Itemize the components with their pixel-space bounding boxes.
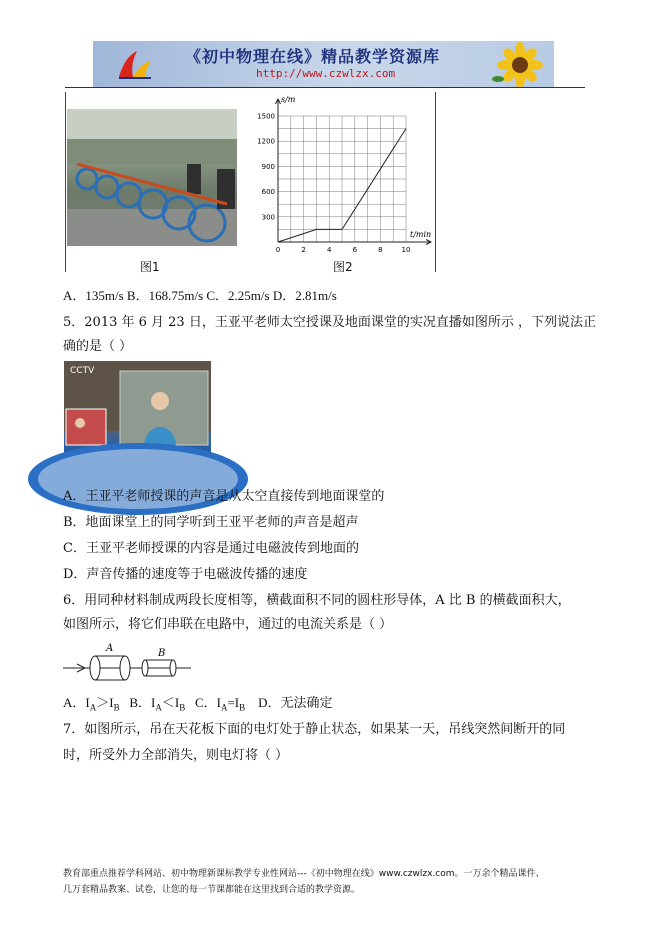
label-a: A bbox=[106, 643, 114, 654]
y-tick-label: 300 bbox=[261, 213, 275, 222]
q5-option-c: C．王亚平老师授课的内容是通过电磁波传到地面的 bbox=[63, 541, 359, 556]
sunflower-icon bbox=[490, 43, 550, 87]
figure-border-right bbox=[435, 92, 436, 272]
q5-option-d: D．声音传播的速度等于电磁波传播的速度 bbox=[63, 567, 308, 582]
footer-line2: 几万套精品教案、试卷，让您的每一节课都能在这里找到合适的教学资源。 bbox=[63, 885, 361, 895]
banner-title: 《初中物理在线》精品教学资源库 bbox=[185, 47, 441, 66]
q5-option-b: B．地面课堂上的同学听到王亚平老师的声音是超声 bbox=[63, 515, 359, 530]
figure1-caption: 图1 bbox=[140, 260, 160, 274]
header-banner bbox=[93, 41, 554, 87]
q6-option-d: D．无法确定 bbox=[258, 695, 333, 710]
q6-option-c: C．$I_A=I_B$ bbox=[194, 695, 246, 713]
figure-border-left bbox=[65, 92, 66, 272]
q5-stem-line2: 确的是（ ） bbox=[63, 339, 133, 354]
tv-logo-icon: CCTV bbox=[70, 366, 95, 376]
figure2-caption: 图2 bbox=[333, 260, 353, 274]
q6-option-a: A．$I_A>I_B$ bbox=[63, 695, 120, 713]
y-tick-label: 600 bbox=[261, 188, 275, 197]
q7-stem-line1: 7．如图所示，吊在天花板下面的电灯处于静止状态，如果某一天，吊线突然间断开的同 bbox=[63, 722, 566, 737]
q5-option-a: A．王亚平老师授课的声音是从太空直接传到地面课堂的 bbox=[63, 489, 385, 504]
footer bbox=[63, 866, 545, 895]
q6-stem-line1: 6．用同种材料制成两段长度相等，横截面积不同的圆柱形导体，A 比 B 的横截面积大， bbox=[63, 593, 571, 608]
q4-options: A．135m/s B．168.75m/s C．2.25m/s D．2.81m/s bbox=[63, 288, 337, 303]
banner-url[interactable]: http://www.czwlzx.com bbox=[256, 67, 396, 80]
chart-x-label: t/min bbox=[410, 230, 432, 239]
site-logo-icon bbox=[115, 47, 155, 81]
q7-stem-line2: 时，所受外力全部消失，则电灯将（ ） bbox=[63, 748, 289, 763]
chart-axes bbox=[276, 99, 432, 245]
chart-y-label: s/m bbox=[281, 95, 296, 104]
chart-grid bbox=[278, 116, 406, 242]
q6-stem-line2: 如图所示，将它们串联在电路中，通过的电流关系是（ ） bbox=[63, 617, 393, 632]
space-lecture-photo bbox=[64, 361, 211, 477]
x-tick-label: 8 bbox=[378, 246, 383, 254]
y-tick-label: 1500 bbox=[257, 112, 275, 121]
conductor-diagram bbox=[63, 640, 193, 684]
y-tick-label: 1200 bbox=[257, 137, 275, 146]
bicycle-photo bbox=[67, 109, 237, 246]
q6-options bbox=[63, 692, 333, 713]
bicycle-rack-image bbox=[67, 109, 237, 246]
q5-stem-line1: 5．2013 年 6 月 23 日，王亚平老师太空授课及地面课堂的实况直播如图所示 ，下列说法正 bbox=[63, 315, 596, 330]
footer-line1: 教育部重点推荐学科网站、初中物理新课标教学专业性网站---《初中物理在线》www.czwlzx.com。一万余个精品课件、 bbox=[63, 869, 545, 879]
x-tick-label: 6 bbox=[352, 246, 358, 254]
x-tick-label: 2 bbox=[301, 246, 306, 254]
x-tick-label: 0 bbox=[275, 246, 281, 254]
header-rule bbox=[65, 87, 585, 88]
chart-x-ticks bbox=[276, 246, 411, 254]
tv-broadcast-image bbox=[64, 361, 211, 477]
label-b: B bbox=[158, 648, 166, 659]
y-tick-label: 900 bbox=[261, 162, 275, 171]
x-tick-label: 4 bbox=[326, 246, 332, 254]
x-tick-label: 10 bbox=[401, 246, 411, 254]
chart-y-ticks bbox=[257, 113, 275, 222]
distance-time-chart bbox=[257, 94, 434, 260]
q6-option-b: B．$I_A<I_B$ bbox=[129, 695, 186, 713]
